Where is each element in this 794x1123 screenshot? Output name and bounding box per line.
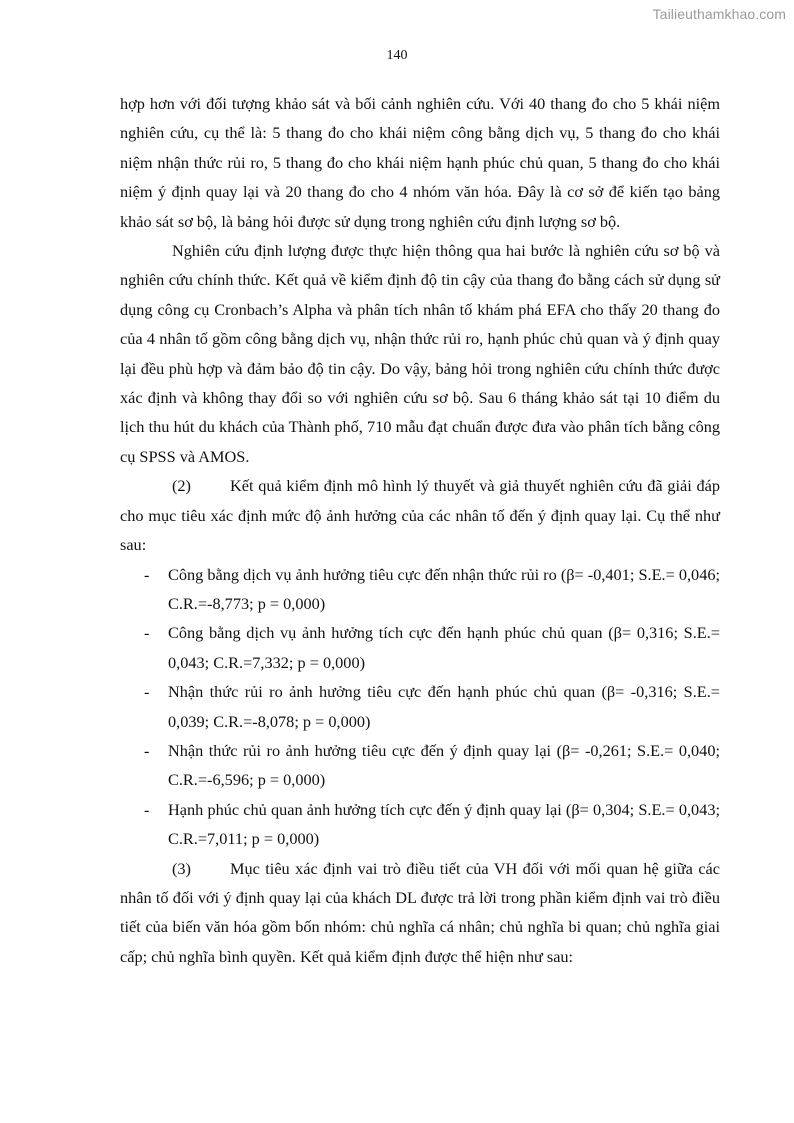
list-item: [120, 560, 720, 619]
paragraph-3-text: Kết quả kiểm định mô hình lý thuyết và giả thuyết nghiên cứu đã giải đáp cho mục tiêu xác định mức độ ảnh hưởng của các nhân tố đến ý định quay lại. Cụ thể như sau:: [120, 476, 720, 555]
paragraph-4: [120, 854, 720, 972]
paragraph-3: [120, 471, 720, 559]
list-item-text: Nhận thức rủi ro ảnh hưởng tiêu cực đến hạnh phúc chủ quan (β= -0,316; S.E.= 0,039; C.R.=-8,078; p = 0,000): [168, 682, 720, 731]
page-number: 140: [386, 48, 408, 63]
paragraph-4-text: Mục tiêu xác định vai trò điều tiết của VH đối với mối quan hệ giữa các nhân tố đối với ý định quay lại của khách DL được trả lời trong phần kiểm định vai trò điều tiết của biến văn hóa gồm bốn nhóm: chủ nghĩa cá nhân; chủ nghĩa bi quan; chủ nghĩa giai cấp; chủ nghĩa bình quyền. Kết quả kiểm định được thể hiện như sau:: [120, 858, 720, 966]
paragraph-4-number: (3): [172, 858, 191, 878]
list-item-text: Hạnh phúc chủ quan ảnh hưởng tích cực đến ý định quay lại (β= 0,304; S.E.= 0,043; C.R.=7,011; p = 0,000): [168, 799, 720, 849]
list-item: [120, 677, 720, 736]
list-item: [120, 736, 720, 795]
list-item-text: Công bằng dịch vụ ảnh hưởng tiêu cực đến nhận thức rủi ro (β= -0,401; S.E.= 0,046; C.R.=-8,773; p = 0,000): [168, 564, 720, 613]
bullet-dash: -: [144, 799, 150, 819]
list-item-text: Công bằng dịch vụ ảnh hưởng tích cực đến hạnh phúc chủ quan (β= 0,316; S.E.= 0,043; C.R.=7,332; p = 0,000): [168, 623, 720, 672]
list-item: [120, 618, 720, 677]
paragraph-2: Nghiên cứu định lượng được thực hiện thông qua hai bước là nghiên cứu sơ bộ và nghiên cứu chính thức. Kết quả về kiểm định độ tin cậy của thang đo bằng cách sử dụng sử dụng công cụ Cronbach’s Alpha và phân tích nhân tố khám phá EFA cho thấy 20 thang đo của 4 nhân tố gồm công bằng dịch vụ, nhận thức rủi ro, hạnh phúc chủ quan và ý định quay lại đều phù hợp và đảm bảo độ tin cậy. Do vậy, bảng hỏi trong nghiên cứu chính thức được xác định và không thay đổi so với nghiên cứu sơ bộ. Sau 6 tháng khảo sát tại 10 điểm du lịch thu hút du khách của Thành phố, 710 mẫu đạt chuẩn được đưa vào phân tích bằng công cụ SPSS và AMOS.: [120, 241, 720, 466]
bullet-dash: -: [144, 740, 150, 760]
bullet-dash: -: [144, 564, 150, 584]
paragraph-1: hợp hơn với đối tượng khảo sát và bối cảnh nghiên cứu. Với 40 thang đo cho 5 khái niệm nghiên cứu, cụ thể là: 5 thang đo cho khái niệm công bằng dịch vụ, 5 thang đo cho khái niệm nhận thức rủi ro, 5 thang đo cho khái niệm hạnh phúc chủ quan, 5 thang đo cho khái niệm ý định quay lại và 20 thang đo cho 4 nhóm văn hóa. Đây là cơ sở để kiến tạo bảng khảo sát sơ bộ, là bảng hỏi được sử dụng trong nghiên cứu định lượng sơ bộ.: [120, 94, 720, 231]
list-item: [120, 795, 720, 854]
bullet-dash: -: [144, 623, 150, 643]
page-body: [120, 89, 720, 971]
watermark: Tailieuthamkhao.com: [652, 6, 786, 22]
results-list: [120, 560, 720, 854]
bullet-dash: -: [144, 682, 150, 702]
list-item-text: Nhận thức rủi ro ảnh hưởng tiêu cực đến ý định quay lại (β= -0,261; S.E.= 0,040; C.R.=-6,596; p = 0,000): [168, 740, 720, 790]
paragraph-3-number: (2): [172, 476, 191, 496]
